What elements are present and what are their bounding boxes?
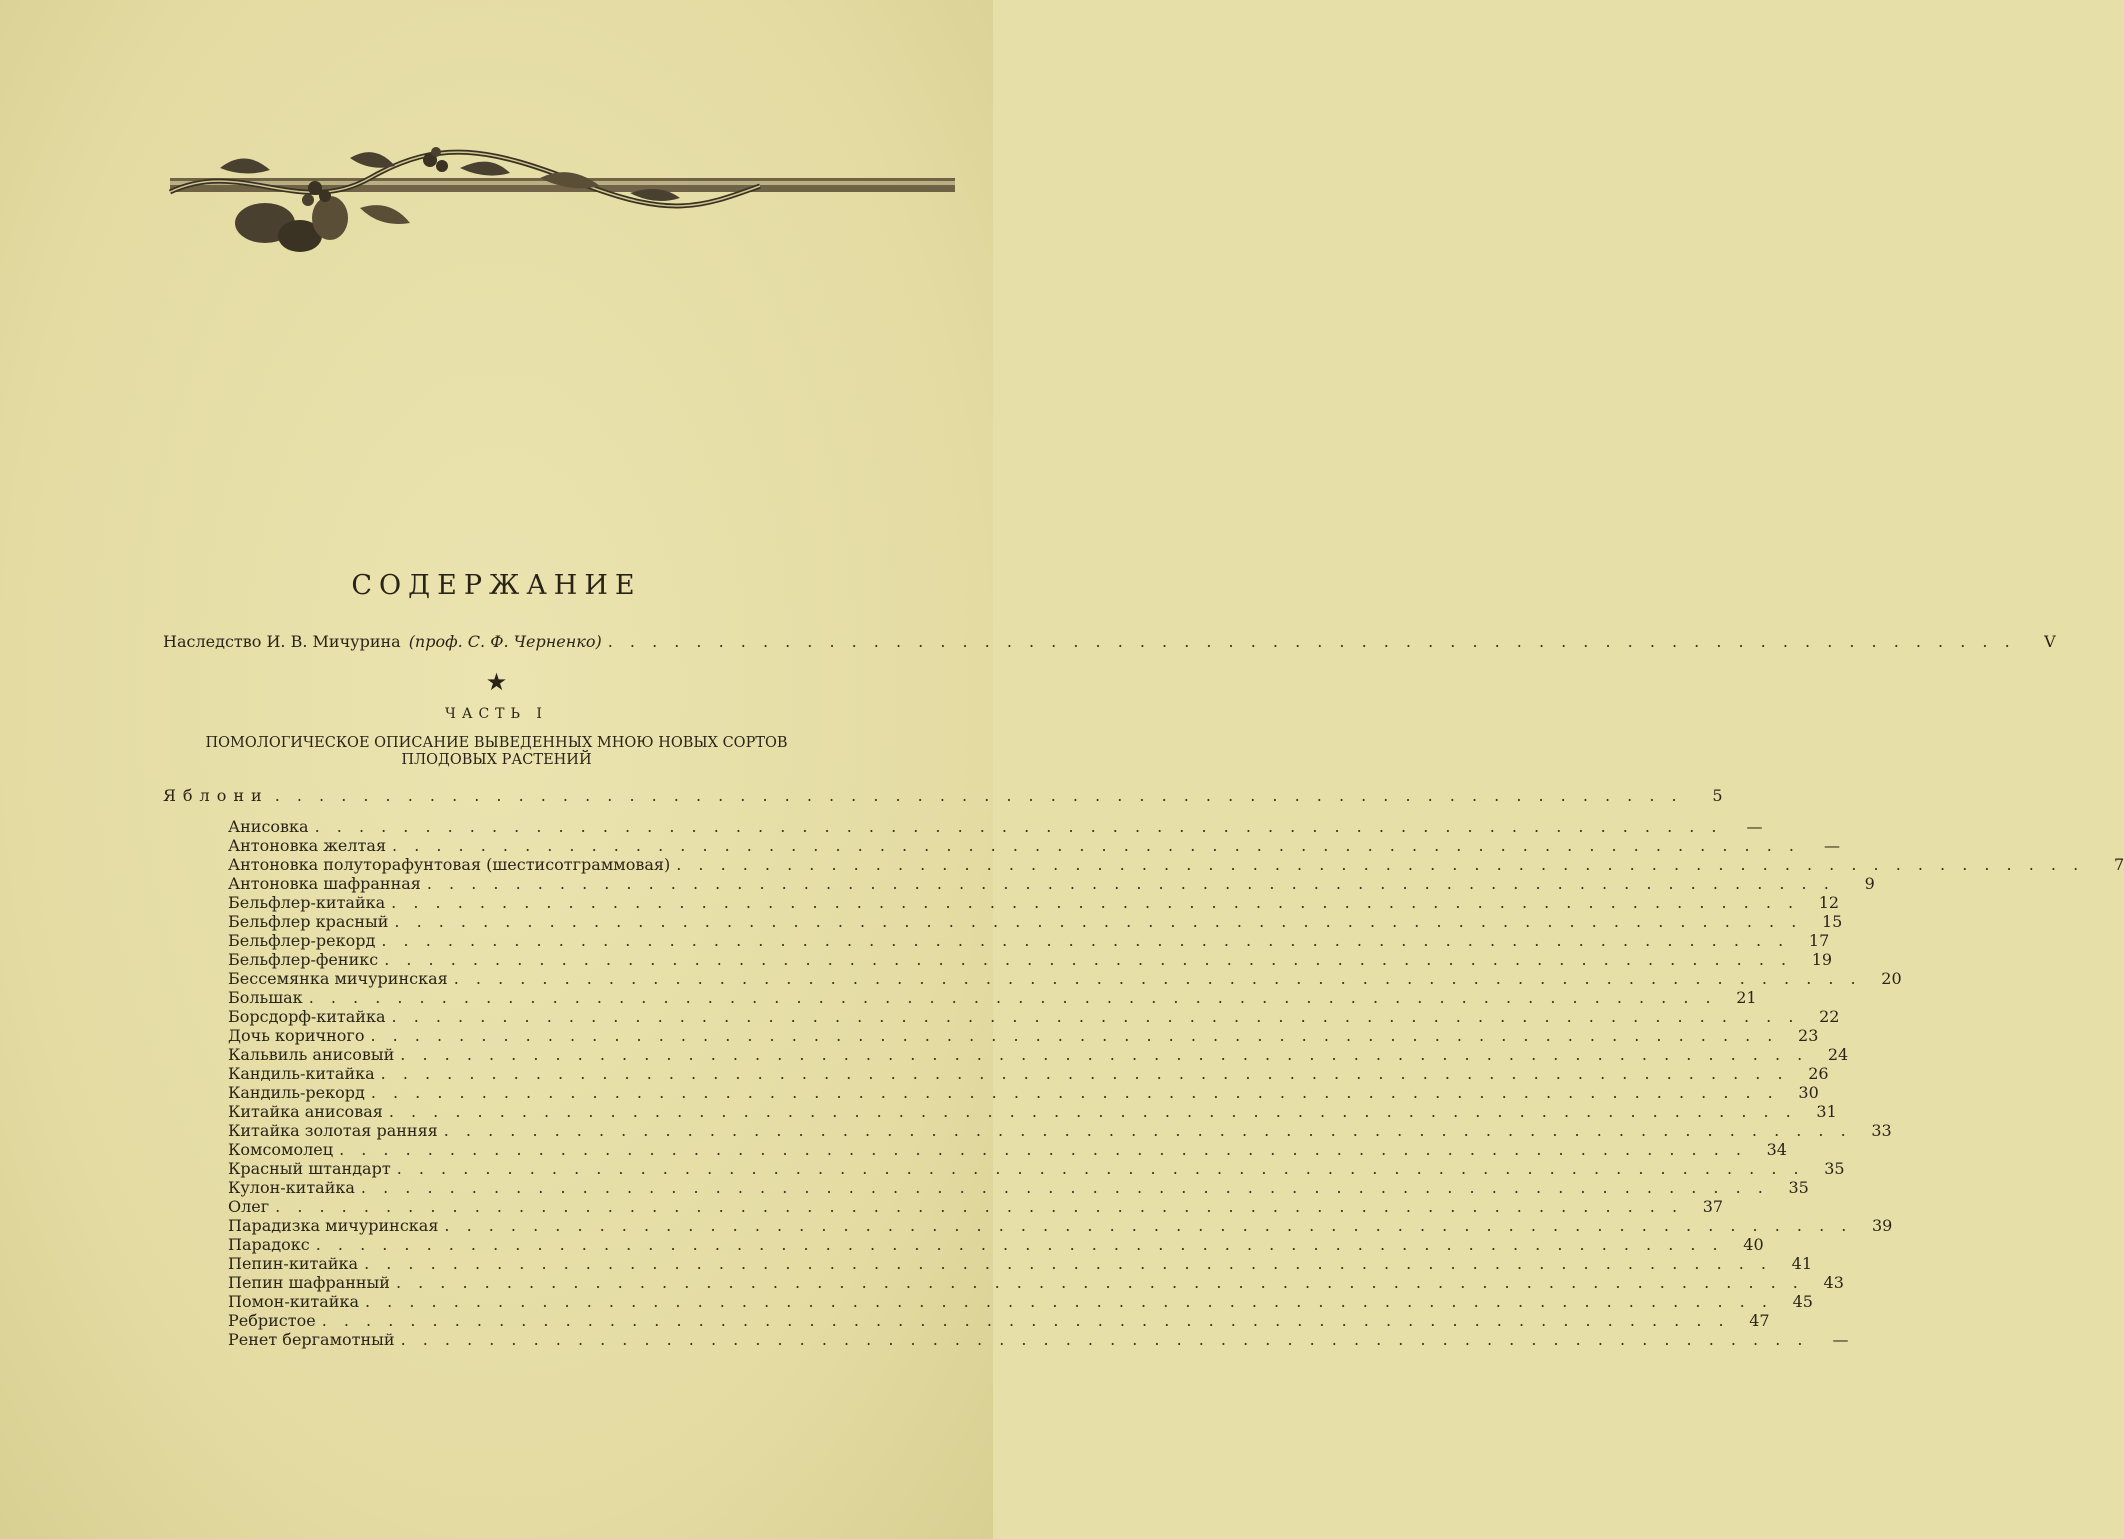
part-title-line2: ПЛОДОВЫХ РАСТЕНИЙ bbox=[401, 752, 592, 768]
part-label: ЧАСТЬ I bbox=[445, 706, 548, 722]
entry-label: Помон-китайка bbox=[228, 1292, 359, 1311]
toc-entry-row bbox=[228, 1102, 1837, 1121]
leader-dots: . . . . . . . . . . . . . . . . . . . . . . . . . . . . . . . . . . . . . . . . . . . . . . . . . . . . . . . . . . . . . . . . bbox=[426, 874, 1835, 893]
entry-label: Бессемянка мичуринская bbox=[228, 969, 448, 988]
entry-page: 37 bbox=[1702, 1197, 1724, 1216]
entry-label: Кулон-китайка bbox=[228, 1178, 355, 1197]
toc-entry-list bbox=[228, 817, 2124, 1349]
toc-entry-row bbox=[228, 1254, 1812, 1273]
entry-label: Бельфлер-китайка bbox=[228, 893, 386, 912]
leader-dots: . . . . . . . . . . . . . . . . . . . . . . . . . . . . . . . . . . . . . . . . . . . . . . . . . . . . . . . . . . . . . . . . bbox=[400, 1045, 1809, 1064]
leader-dots: . . . . . . . . . . . . . . . . . . . . . . . . . . . . . . . . . . . . . . . . . . . . . . . . . . . . . . . . . . . . . . . . bbox=[370, 1083, 1779, 1102]
entry-page: 22 bbox=[1819, 1007, 1840, 1026]
leader-dots: . . . . . . . . . . . . . . . . . . . . . . . . . . . . . . . . . . . . . . . . . . . . . . . . . . . . . . . . . . . . . . . . bbox=[444, 1216, 1853, 1235]
entry-page: 12 bbox=[1818, 893, 1840, 912]
leader-dots: . . . . . . . . . . . . . . . . . . . . . . . . . . . . . . . . . . . . . . . . . . . . . . . . . . . . . . . . . . . . . . . . bbox=[396, 1159, 1805, 1178]
toc-entry-row bbox=[228, 836, 1840, 855]
leader-dots: . . . . . . . . . . . . . . . . . . . . . . . . . . . . . . . . . . . . . . . . . . . . . . . . . . . . . . . . . . . . . . . . bbox=[381, 931, 1790, 950]
section-label: Яблони bbox=[163, 786, 269, 805]
leader-dots: . . . . . . . . . . . . . . . . . . . . . . . . . . . . . . . . . . . . . . . . . . . . . . . . . . . . . . . . . . . . . . . . bbox=[443, 1121, 1852, 1140]
entry-page: 35 bbox=[1788, 1178, 1809, 1197]
entry-label: Борсдорф-китайка bbox=[228, 1007, 386, 1026]
entry-label: Антоновка полуторафунтовая (шестисотграммовая) bbox=[228, 855, 671, 874]
entry-label: Бельфлер красный bbox=[228, 912, 389, 931]
entry-label: Ребристое bbox=[228, 1311, 316, 1330]
entry-label: Китайка анисовая bbox=[228, 1102, 383, 1121]
entry-page: 21 bbox=[1736, 988, 1757, 1007]
vine-ornament-icon bbox=[160, 148, 960, 258]
toc-entry-row bbox=[228, 1292, 1813, 1311]
leader-dots: . . . . . . . . . . . . . . . . . . . . . . . . . . . . . . . . . . . . . . . . . . . . . . . . . . . . . . . . . . . . . . . . bbox=[400, 1330, 1809, 1349]
leader-dots: . . . . . . . . . . . . . . . . . . . . . . . . . . . . . . . . . . . . . . . . . . . . . . . . . . . . . . . . . . . . . . . . bbox=[308, 988, 1717, 1007]
leader-dots: . . . . . . . . . . . . . . . . . . . . . . . . . . . . . . . . . . . . . . . . . . . . . . . . . . . . . . . . . . . . . . . . bbox=[391, 893, 1800, 912]
toc-entry-row bbox=[228, 1045, 1849, 1064]
leader-dots: . . . . . . . . . . . . . . . . . . . . . . . . . . . . . . . . . . . . . . . . . . . . . . . . . . . . . . . . . . . . . . . . bbox=[370, 1026, 1779, 1045]
entry-label: Красный штандарт bbox=[228, 1159, 391, 1178]
leader-dots: . . . . . . . . . . . . . . . . . . . . . . . . . . . . . . . . . . . . . . . . . . . . . . . . . . . . . . . . . . . . . . . . bbox=[360, 1178, 1769, 1197]
intro-page: V bbox=[2044, 632, 2056, 651]
entry-label: Бельфлер-феникс bbox=[228, 950, 379, 969]
part-title bbox=[200, 735, 793, 769]
leader-dots: . . . . . . . . . . . . . . . . . . . . . . . . . . . . . . . . . . . . . . . . . . . . . . . . . . . . . . . . . . . . . . . . bbox=[394, 912, 1803, 931]
entry-label: Парадизка мичуринская bbox=[228, 1216, 439, 1235]
entry-page: 39 bbox=[1871, 1216, 1893, 1235]
toc-entry-row bbox=[228, 1083, 1819, 1102]
toc-entry-row bbox=[228, 1216, 1893, 1235]
entry-page: — bbox=[1823, 836, 1840, 855]
entry-label: Кальвиль анисовый bbox=[228, 1045, 395, 1064]
page-title: СОДЕРЖАНИЕ bbox=[351, 570, 642, 601]
entry-label: Бельфлер-рекорд bbox=[228, 931, 376, 950]
leader-dots: . . . . . . . . . . . . . . . . . . . . . . . . . . . . . . . . . . . . . . . . . . . . . . . . . . . . . . . . . . . . . . . . bbox=[380, 1064, 1789, 1083]
entry-page: 40 bbox=[1743, 1235, 1764, 1254]
leader-dots: . . . . . . . . . . . . . . . . . . . . . . . . . . . . . . . . . . . . . . . . . . . . . . . . . . . . . . . . . . . . . . . . bbox=[391, 1007, 1800, 1026]
intro-author: (проф. С. Ф. Черненко) bbox=[408, 632, 602, 651]
toc-entry-row bbox=[228, 912, 1843, 931]
leader-dots: . . . . . . . . . . . . . . . . . . . . . . . . . . . . . . . . . . . . . . . . . . . . . . . . . . . . . . . . . . . . . . . . bbox=[274, 786, 1683, 805]
leader-dots: . . . . . . . . . . . . . . . . . . . . . . . . . . . . . . . . . . . . . . . . . . . . . . . . . . . . . . . . . . . . . . . . bbox=[392, 836, 1800, 855]
entry-label: Кандиль-китайка bbox=[228, 1064, 375, 1083]
entry-page: 34 bbox=[1766, 1140, 1787, 1159]
entry-label: Олег bbox=[228, 1197, 270, 1216]
toc-entry-row bbox=[228, 1273, 1844, 1292]
toc-entry-row bbox=[228, 1064, 1829, 1083]
toc-entry-row bbox=[228, 1178, 1809, 1197]
entry-page: 45 bbox=[1792, 1292, 1813, 1311]
entry-page: 17 bbox=[1808, 931, 1830, 950]
entry-label: Китайка золотая ранняя bbox=[228, 1121, 438, 1140]
toc-entry-row bbox=[228, 817, 1763, 836]
entry-page: — bbox=[1746, 817, 1763, 836]
star-divider-icon: ★ bbox=[485, 668, 508, 696]
entry-page: 33 bbox=[1871, 1121, 1892, 1140]
toc-entry-row bbox=[228, 1159, 1845, 1178]
toc-entry-row bbox=[228, 1197, 1724, 1216]
entry-label: Парадокс bbox=[228, 1235, 310, 1254]
toc-entry-row bbox=[228, 950, 1833, 969]
toc-section-row bbox=[163, 786, 1723, 805]
leader-dots: . . . . . . . . . . . . . . . . . . . . . . . . . . . . . . . . . . . . . . . . . . . . . . . . . . . . . . . . . . . . . . . . bbox=[315, 1235, 1724, 1254]
entry-label: Большак bbox=[228, 988, 303, 1007]
leader-dots: . . . . . . . . . . . . . . . . . . . . . . . . . . . . . . . . . . . . . . . . . . . . . . . . . . . . . . . . . . . . . . . . bbox=[339, 1140, 1747, 1159]
toc-entry-row bbox=[228, 1121, 1892, 1140]
leader-dots: . . . . . . . . . . . . . . . . . . . . . . . . . . . . . . . . . . . . . . . . . . . . . . . . . . . . . . . . . . . . . . . . bbox=[453, 969, 1862, 988]
entry-page: 24 bbox=[1827, 1045, 1849, 1064]
leader-dots: . . . . . . . . . . . . . . . . . . . . . . . . . . . . . . . . . . . . . . . . . . . . . . . . . . . . . . . . . . . . . . . . bbox=[364, 1254, 1772, 1273]
toc-entry-row bbox=[228, 1330, 1849, 1349]
toc-entry-row bbox=[228, 1140, 1787, 1159]
entry-label: Антоновка желтая bbox=[228, 836, 387, 855]
entry-page: 26 bbox=[1808, 1064, 1829, 1083]
toc-entry-row bbox=[228, 1007, 1840, 1026]
entry-page: 15 bbox=[1821, 912, 1843, 931]
entry-page: 31 bbox=[1816, 1102, 1837, 1121]
entry-page: 7 bbox=[2113, 855, 2124, 874]
leader-dots: . . . . . . . . . . . . . . . . . . . . . . . . . . . . . . . . . . . . . . . . . . . . . . . . . . . . . . . . . . . . . . . . bbox=[275, 1197, 1684, 1216]
entry-page: 9 bbox=[1864, 874, 1875, 893]
leader-dots: . . . . . . . . . . . . . . . . . . . . . . . . . . . . . . . . . . . . . . . . . . . . . . . . . . . . . . . . . . . . . . . . bbox=[395, 1273, 1804, 1292]
entry-label: Пепин-китайка bbox=[228, 1254, 359, 1273]
toc-entry-row bbox=[228, 874, 1875, 893]
entry-page: 35 bbox=[1824, 1159, 1845, 1178]
section-page: 5 bbox=[1712, 786, 1723, 805]
leader-dots: . . . . . . . . . . . . . . . . . . . . . . . . . . . . . . . . . . . . . . . . . . . . . . . . . . . . . . . . . . . . . . . . bbox=[365, 1292, 1773, 1311]
entry-label: Антоновка шафранная bbox=[228, 874, 421, 893]
entry-label: Дочь коричного bbox=[228, 1026, 365, 1045]
entry-page: 43 bbox=[1823, 1273, 1844, 1292]
entry-page: 23 bbox=[1798, 1026, 1819, 1045]
leader-dots: . . . . . . . . . . . . . . . . . . . . . . . . . . . . . . . . . . . . . . . . . . . . . . . . . . . . . . . . . . . . . . . . bbox=[384, 950, 1793, 969]
toc-entry-row bbox=[228, 893, 1840, 912]
entry-page: 47 bbox=[1749, 1311, 1770, 1330]
intro-label: Наследство И. В. Мичурина bbox=[163, 632, 401, 651]
toc-entry-row bbox=[228, 1235, 1764, 1254]
toc-entry-row bbox=[228, 855, 2124, 874]
toc-entry-row bbox=[228, 969, 1902, 988]
entry-page: 19 bbox=[1811, 950, 1833, 969]
entry-label: Кандиль-рекорд bbox=[228, 1083, 365, 1102]
entry-label: Пепин шафранный bbox=[228, 1273, 390, 1292]
leader-dots: . . . . . . . . . . . . . . . . . . . . . . . . . . . . . . . . . . . . . . . . . . . . . . . . . . . . . . . . . . . . . . . . bbox=[388, 1102, 1797, 1121]
toc-entry-row bbox=[228, 1026, 1819, 1045]
leader-dots: . . . . . . . . . . . . . . . . . . . . . . . . . . . . . . . . . . . . . . . . . . . . . . . . . . . . . . . . . . . . . . . . bbox=[607, 632, 2016, 651]
leader-dots: . . . . . . . . . . . . . . . . . . . . . . . . . . . . . . . . . . . . . . . . . . . . . . . . . . . . . . . . . . . . . . . . bbox=[321, 1311, 1730, 1330]
entry-page: — bbox=[1832, 1330, 1849, 1349]
entry-page: 20 bbox=[1881, 969, 1902, 988]
toc-entry-row bbox=[228, 1311, 1770, 1330]
entry-label: Комсомолец bbox=[228, 1140, 334, 1159]
entry-label: Ренет бергамотный bbox=[228, 1330, 395, 1349]
entry-label: Анисовка bbox=[228, 817, 309, 836]
entry-page: 41 bbox=[1791, 1254, 1812, 1273]
leader-dots: . . . . . . . . . . . . . . . . . . . . . . . . . . . . . . . . . . . . . . . . . . . . . . . . . . . . . . . . . . . . . . . . bbox=[676, 855, 2085, 874]
toc-entry-row bbox=[228, 988, 1757, 1007]
leader-dots: . . . . . . . . . . . . . . . . . . . . . . . . . . . . . . . . . . . . . . . . . . . . . . . . . . . . . . . . . . . . . . . . bbox=[314, 817, 1723, 836]
part-title-line1: ПОМОЛОГИЧЕСКОЕ ОПИСАНИЕ ВЫВЕДЕННЫХ МНОЮ НОВЫХ СОРТОВ bbox=[205, 735, 788, 751]
entry-page: 30 bbox=[1798, 1083, 1819, 1102]
toc-entry-row bbox=[228, 931, 1830, 950]
toc-intro-row bbox=[163, 632, 2056, 651]
